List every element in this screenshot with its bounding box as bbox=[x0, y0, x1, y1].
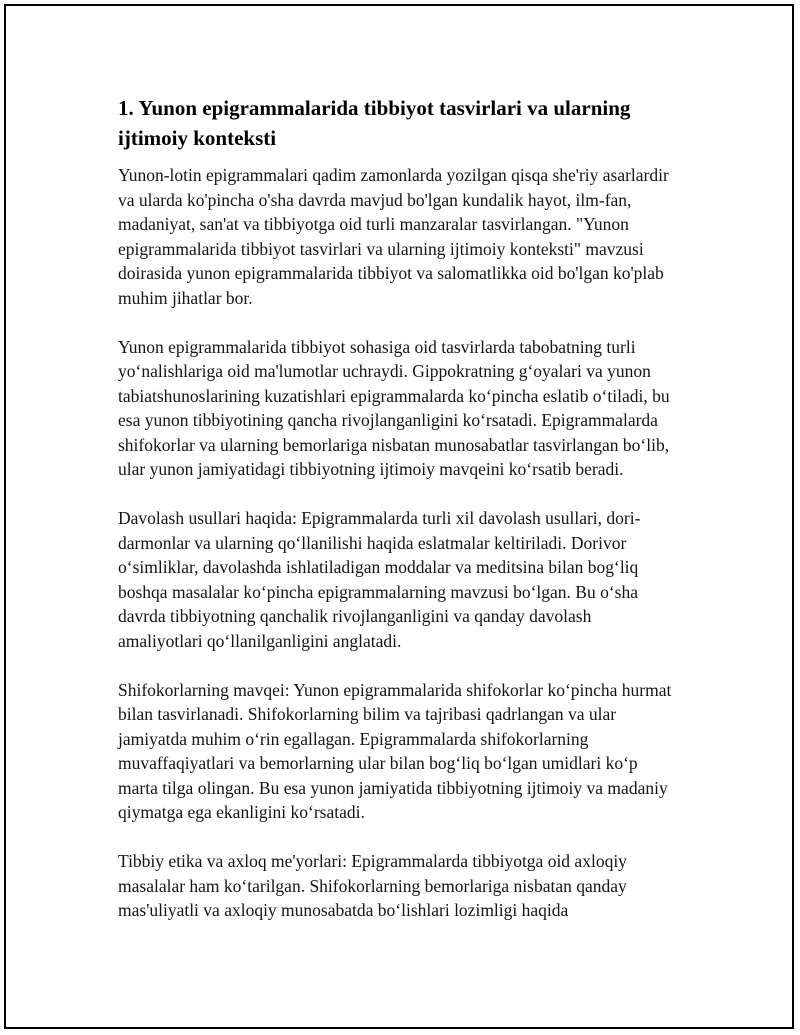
paragraph-intro: Yunon-lotin epigrammalari qadim zamonlarda yozilgan qisqa she'riy asarlardir va ularda ko'pincha o'sha davrda mavjud bo'lgan kundalik hayot, ilm-fan, madaniyat, san'at va tibbiyotga oid turli manzaralar tasvirlangan. "Yunon epigrammalarida tibbiyot tasvirlari va ularning ijtimoiy konteksti" mavzusi doirasida yunon epigrammalarida tibbiyot va salomatlikka oid bo'lgan ko'plab muhim jihatlar bor. bbox=[118, 165, 669, 308]
paragraph-physician-status: Shifokorlarning mavqei: Yunon epigrammalarida shifokorlar ko‘pincha hurmat bilan tasvirlanadi. Shifokorlarning bilim va tajribasi qadrlangan va ular jamiyatda muhim o‘rin egallagan. Epigrammalarda shifokorlarning muvaffaqiyatlari va bemorlarning ular bilan bog‘liq bo‘lgan umidlari ko‘p marta tilga olingan. Bu esa yunon jamiyatida tibbiyotning ijtimoiy va madaniy qiymatga ega ekanligini ko‘rsatadi. bbox=[118, 679, 672, 822]
paragraph-treatment-methods: Davolash usullari haqida: Epigrammalarda turli xil davolash usullari, dori-darmonlar va ularning qo‘llanilishi haqida eslatmalar keltiriladi. Dorivor o‘simliklar, davolashda ishlatiladigan moddalar va meditsina bilan bog‘liq boshqa masalalar ko‘pincha epigrammalarning mavzusi bo‘lgan. Bu o‘sha davrda tibbiyotning qanchalik rivojlanganligini va qanday davolash amaliyotlari qo‘llanilganligini anglatadi. bbox=[118, 508, 641, 651]
paragraph-medical-ethics: Tibbiy etika va axloq me'yorlari: Epigrammalarda tibbiyotga oid axloqiy masalalar ham ko‘tarilgan. Shifokorlarning bemorlariga nisbatan qanday mas'uliyatli va axloqiy munosabatda bo‘lishlari lozimligi haqida bbox=[118, 851, 627, 920]
section-heading: 1. Yunon epigrammalarida tibbiyot tasvirlari va ularning ijtimoiy konteksti bbox=[118, 96, 631, 150]
document-body bbox=[118, 93, 678, 947]
paragraph-medical-depictions: Yunon epigrammalarida tibbiyot sohasiga oid tasvirlarda tabobatning turli yo‘nalishlariga oid ma'lumotlar uchraydi. Gippokratning g‘oyalari va yunon tabiatshunoslarining kuzatishlari epigrammalarda ko‘pincha eslatib o‘tiladi, bu esa yunon tibbiyotining qancha rivojlanganligini ko‘rsatadi. Epigrammalarda shifokorlar va ularning bemorlariga nisbatan munosabatlar tasvirlangan bo‘lib, ular yunon jamiyatidagi tibbiyotning ijtimoiy mavqeini ko‘rsatib beradi. bbox=[118, 336, 670, 479]
